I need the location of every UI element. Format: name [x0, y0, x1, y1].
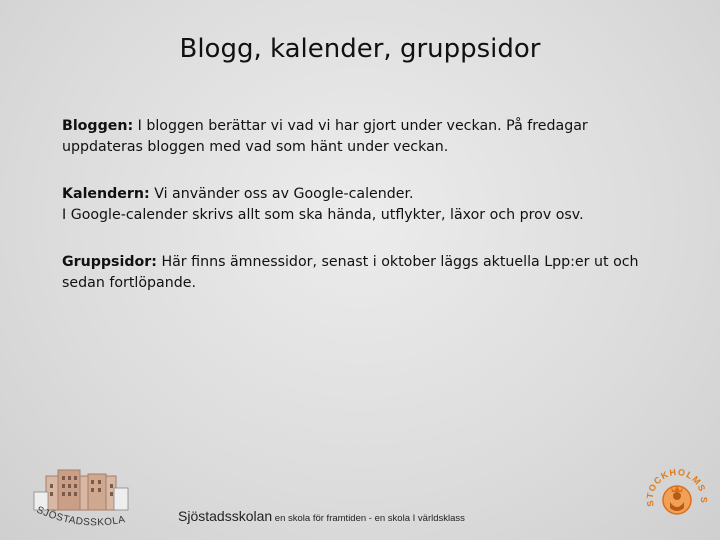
slide-body [62, 116, 662, 320]
paragraph-line: I Google-calender skrivs allt som ska hända, utflykter, läxor och prov osv. [62, 207, 584, 223]
paragraph-line: uppdateras bloggen med vad som hänt under veckan. [62, 139, 449, 155]
city-logo-text: STOCKHOLMS S [644, 466, 710, 508]
footer-tagline: en skola för framtiden - en skola I världsklass [272, 513, 465, 524]
paragraph-label: Bloggen: [62, 118, 134, 134]
paragraph-line [62, 252, 662, 273]
footer [178, 508, 465, 526]
paragraph-kalendern [62, 184, 662, 226]
paragraph-bloggen [62, 116, 662, 158]
school-logo [28, 466, 132, 540]
paragraph-line [62, 184, 662, 205]
paragraph-label: Gruppsidor: [62, 254, 157, 270]
paragraph-text: Vi använder oss av Google-calender. [149, 186, 414, 202]
paragraph-line [62, 116, 662, 137]
paragraph-text: I bloggen berättar vi vad vi har gjort under veckan. På fredagar [133, 118, 588, 134]
paragraph-label: Kalendern: [62, 186, 150, 202]
slide-title: Blogg, kalender, gruppsidor [179, 34, 541, 64]
paragraph-line: sedan fortlöpande. [62, 275, 196, 291]
school-logo-text: SJÖSTADSSKOLA [34, 504, 127, 529]
footer-school-name: Sjöstadsskolan [178, 508, 273, 524]
paragraph-gruppsidor [62, 252, 662, 294]
paragraph-text: Här finns ämnessidor, senast i oktober läggs aktuella Lpp:er ut och [156, 254, 639, 270]
city-logo [640, 462, 714, 540]
